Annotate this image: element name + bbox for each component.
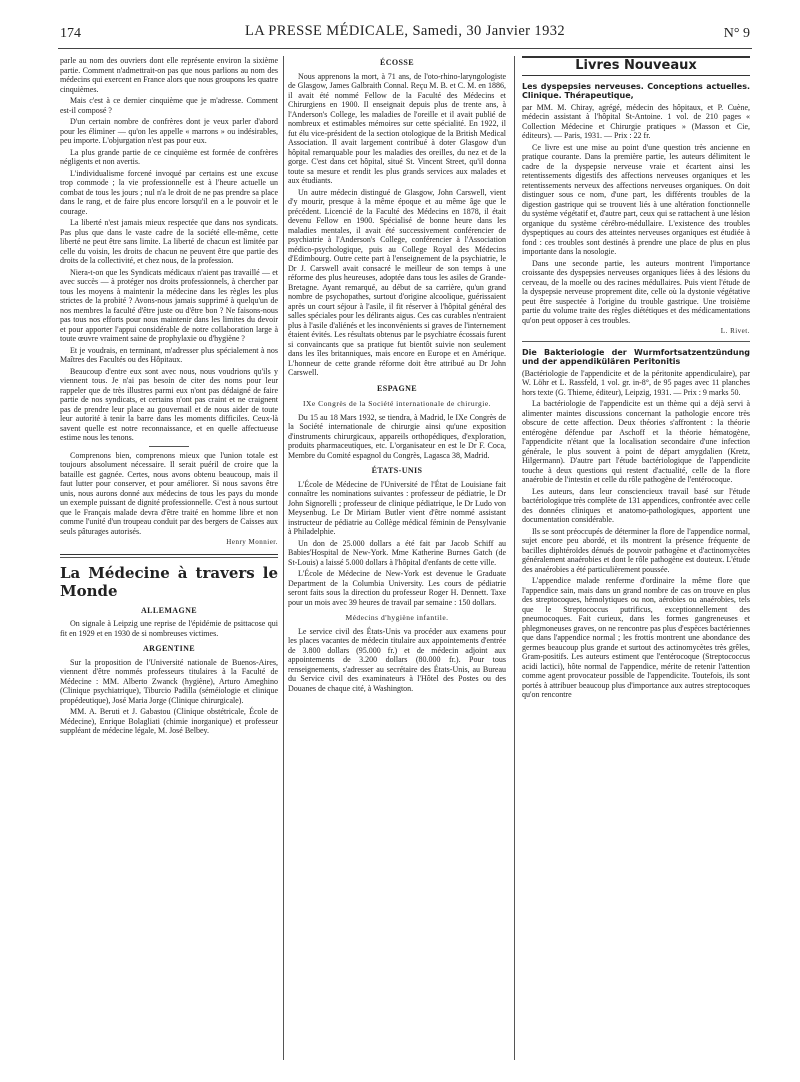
country-heading: ESPAGNE xyxy=(377,383,417,393)
paragraph: On signale à Leipzig une reprise de l'épidémie de psittacose qui fit en 1929 et en 1930 de si nombreuses victimes. xyxy=(60,619,278,638)
paragraph: MM. A. Beruti et J. Gabastou (Clinique obstétricale, École de Médecine), Enrique Bolagliati (chimie inorganique) et professeur suppléant de médecine légale, M. José Belbey. xyxy=(60,707,278,735)
column-divider-1 xyxy=(283,56,284,1060)
paragraph: L'appendice malade renferme d'ordinaire la même flore que l'appendice sain, mais dans un grand nombre de cas on trouve en plus des streptocoques, hémolytiques ou non, aérobies ou anaérobies, tels que le Streptococcus putrificus, exceptionnellement des pneumocoques. Fait curieux, dans les formes gangreneuses et phlegmoneuses graves, on ne rencontre pas plus d'espèces bactériennes que dans l'appendice normal ; les frottis montrent une abondance des germes beaucoup plus grande et surtout des actinomycètes très grêles, Gram-positifs. Les auteurs estiment que l'entérocoque (Streptococcus acidi lactici), hôte normal de l'appendice, mérite de retenir l'attention comme agent provocateur possible de l'appendicite. Toutefois, ils sont portés à attribuer beaucoup plus d'importance aux autres streptocoques qu'on rencontre xyxy=(522,576,750,699)
issue-number: N° 9 xyxy=(723,26,750,41)
paragraph: Dans une seconde partie, les auteurs montrent l'importance croissante des dyspepsies nerveuses organiques liées à des lésions du cerveau, de la moelle ou des racines médullaires. Puis vient l'étude de la dyspepsie nerveuse proprement dite, celle où la dystonie végétative peut être suspectée à l'origine du trouble gastrique. Une troisième partie du volume traite des règles diététiques et des médicamentations qu'on peut opposer à ces troubles. xyxy=(522,258,750,325)
signature: L. Rivet. xyxy=(720,327,750,335)
country-heading: ÉCOSSE xyxy=(380,58,414,67)
paragraph: Ce livre est une mise au point d'une question très ancienne en pratique courante. Dans la première partie, les auteurs délimitent le cadre de la dyspepsie nerveuse vraie et écartent ainsi les retentissements digestifs des affections nerveuses organiques et les retentissements nerveux des affections nerveuses organiques. On doit distinguer sous ce nom, d'une part, les différents troubles de la digestion gastrique qui se trouvent liés à une altération fonctionnelle du système végétatif et, d'autre part, ceux qui se rattachent à une lésion organique du système cérébro-médullaire. L'existence des troubles dyspeptiques au cours des atteintes nerveuses organiques est étudiée à fond : ces troubles sont destinés à prendre une place de plus en plus importante dans la nosologie. xyxy=(522,142,750,256)
section-title: Livres Nouveaux xyxy=(522,56,750,76)
paragraph: Le service civil des États-Unis va procéder aux examens pour les places vacantes de médecin titulaire aux appointements d'entrée de 3.800 dollars (95.000 fr.) et de médecin adjoint aux appointements de 3.200 dollars (80.000 fr.). Pour tous renseignements, s'adresser au secrétaire des États-Unis, au Bureau du Service civil des examinateurs à l'Hôtel des Postes ou des Douanes de chaque cité, à Washington. xyxy=(288,626,506,693)
section-rule xyxy=(60,554,278,555)
section-rule xyxy=(522,341,750,342)
page-number: 174 xyxy=(60,26,81,41)
page-header xyxy=(60,20,750,50)
paragraph: Nous apprenons la mort, à 71 ans, de l'oto-rhino-laryngologiste de Glasgow, James Galbraith Connal. Reçu M. B. et C. M. en 1886, il avait été nommé Fellow de la Faculté des Médecins et Chirurgiens en 1900. Il enseignait depuis plus de trente ans, à l'Anderson's College, les maladies de l'oreille et il avait publié de nombreux et estimables mémoires sur cette spécialité. En 1922, il fut élu vice-président de la section otologique de la British Medical Association. Il avait largement contribué à doter Glasgow d'un hôpital remarquable pour les maladies des oreilles, du nez et de la gorge. C'est dans cet hôpital, situé St. Vincent Street, qu'il donna toute sa mesure et rendit les plus grands services aux malades et aux étudiants. xyxy=(288,71,506,185)
column-1 xyxy=(60,56,278,738)
paragraph: Les auteurs, dans leur consciencieux travail basé sur l'étude bactériologique très complète de 131 appendices, confrontée avec celle des données cliniques et anatomo-pathologiques, apportent une documentation considérable. xyxy=(522,486,750,524)
paragraph: Beaucoup d'entre eux sont avec nous, nous voudrions qu'ils y viennent tous. Je n'ai pas besoin de citer des noms pour leur rappeler que de très illustres parmi eux n'ont pas dédaigné de faire partie de nos syndicats, et certains n'ont pas craint et ne craignent pas de prendre leur place au gouvernail et de nous aider de toute leur autorité à tenir la barre dans les moments difficiles. Ceux-là savent quelle est notre reconnaissance, et en quelle affectueuse estime nous les tenons. xyxy=(60,366,278,442)
paragraph: Et je voudrais, en terminant, m'adresser plus spécialement à nos Maîtres des Facultés ou des Hôpitaux. xyxy=(60,345,278,364)
column-divider-2 xyxy=(514,56,515,1060)
paragraph: parle au nom des ouvriers dont elle représente environ la sixième partie. Comment n'admettrait-on pas que nous parlions au nom des médecins qui exercent en France alors que nous groupons les quatre cinquièmes. xyxy=(60,56,278,94)
paragraph: D'un certain nombre de confrères dont je veux parler d'abord pour les éliminer — qu'on les appelle « marrons » ou indésirables, peu importe. L'objurgation n'est pas pour eux. xyxy=(60,117,278,145)
country-heading: ARGENTINE xyxy=(142,644,196,653)
paragraph: La plus grande partie de ce cinquième est formée de confrères négligents et non avertis. xyxy=(60,147,278,166)
subheading: IXe Congrès de la Société internationale de chirurgie. xyxy=(302,399,492,408)
separator xyxy=(149,446,189,447)
column-2 xyxy=(288,56,506,695)
paragraph: Comprenons bien, comprenons mieux que l'union totale est toujours absolument nécessaire. Il serait puéril de croire que la bataille est gagnée. Certes, nous avons obtenu beaucoup, mais il faut lutter pour conserver, et pour améliorer. Si nous savons être unis, nous aurons donné aux médecins de tous les pays du monde un exemple puissant de dignité professionnelle. C'est à nous surtout que le Français malade devra d'être traité en homme libre et non comme l'unité d'un troupeau conduit par des bergers de Caisses aux seuls pâturages autorisés. xyxy=(60,450,278,536)
paragraph: Mais c'est à ce dernier cinquième que je m'adresse. Comment est-il composé ? xyxy=(60,96,278,115)
section-rule xyxy=(60,557,278,558)
book-title: Les dyspepsies nerveuses. Conceptions actuelles. Clinique. Thérapeutique, xyxy=(522,81,750,100)
country-heading: ALLEMAGNE xyxy=(140,605,198,615)
paragraph: Sur la proposition de l'Université nationale de Buenos-Aires, viennent d'être nommés professeurs titulaires à la Faculté de Médecine : MM. Alberto Zwanck (hygiène), Arturo Ameghino (Clinique psychiatrique), Tiburcio Padilla (séméiologie et clinique propédeutique), José Maria Jorge (Clinique chirurgicale). xyxy=(60,657,278,705)
paragraph: L'École de Médecine de New-York est devenue le Graduate Department de la Columbia University. Les cours de pédiatrie seront faits sous la direction du professeur Roger H. Dennett. Taxe pour un mois avec 39 heures de travail par semaine : 150 dollars. xyxy=(288,569,506,607)
paragraph: La bactériologie de l'appendicite est un thème qui a déjà servi à alimenter maintes discussions concernant la pathologie encore très obscure de cette affection. Deux théories s'affrontent : la théorie entérogène défendue par Aschoff et la théorie hématogène, l'appendicite n'étant que la localisation secondaire d'une infection générale, le plus souvent à point de départ amygdalien (Kretz, Hilgermann). D'autre part l'étude bactériologique de l'appendicite touche à deux questions qui restent d'actualité, celle de la flore anaérobie de l'intestin et celle du rôle pathogène de l'entérocoque. xyxy=(522,399,750,484)
book-reference: (Bactériologie de l'appendicite et de la péritonite appendiculaire), par W. Löhr et L. Rassfeld, 1 vol. gr. in-8°, de 95 pages avec 11 planches hors texte (G. Thieme, éditeur), Leipzig, 1931. — Prix : 9 marks 50. xyxy=(522,368,750,397)
signature: Henry Monnier. xyxy=(226,538,278,546)
journal-title: LA PRESSE MÉDICALE, Samedi, 30 Janvier 1932 xyxy=(244,23,566,39)
paragraph: Ils se sont préoccupés de déterminer la flore de l'appendice normal, sujet encore peu abordé, et ils montrent la présence fréquente de bacilles diphtéroïdes dénués de pouvoir pathogène et d'actinomycètes généralement anaérobies et dont le rôle pathogène est douteux. L'étude des anaérobies a été particulièrement poussée. xyxy=(522,526,750,574)
subheading: Médecins d'hygiène infantile. xyxy=(345,613,449,622)
paragraph: Un autre médecin distingué de Glasgow, John Carswell, vient d'y mourir, presque à la même époque et au même âge que le précédent. Licencié de la Faculté des Médecins en 1878, il était devenu Fellow en 1900. Spécialisé de bonne heure dans les maladies mentales, il avait été successivement conférencier de psychiatrie à l'Anderson's College, conférencier à l'Association médico-psychologique, puis au College Royal des Médecins d'Edimbourg. Outre cette part à l'enseignement de la psychiatrie, le Dr J. Carswell avait consacré le meilleur de son temps à une réforme des plus heureuses, adoptée dans tous les asiles de Grande-Bretagne. Ayant remarqué, au début de sa carrière, qu'un grand nombre de psychopathes, surtout d'origine alcoolique, guérissaient après un court séjour à l'asile, il fit réserver à l'hôpital général des salles spéciales pour les délirants aigus. Ces cas curables n'entraient plus à l'asile d'aliénés et les inconvénients si graves de l'internement étaient évités. Les résultats obtenus par le psychiatre écossais furent si convaincants que sa pratique fut bientôt suivie non seulement dans les îles britanniques, mais encore en Europe et en Amérique. L'honneur de cette grande réforme doit être attribué au Dr John Carswell. xyxy=(288,187,506,377)
paragraph: Du 15 au 18 Mars 1932, se tiendra, à Madrid, le IXe Congrès de la Société internationale de chirurgie ainsi qu'une exposition d'instruments chirurgicaux, appareils orthopédiques, d'exploration, produits pharmaceutiques, etc. L'organisateur en est le Dr F. Coca, Membre du Comité espagnol du Congrès, Lagasca 38, Madrid. xyxy=(288,412,506,460)
country-heading: ÉTATS-UNIS xyxy=(371,466,423,475)
paragraph: Niera-t-on que les Syndicats médicaux n'aient pas travaillé — et avec succès — à protéger nos droits professionnels, à chercher par tous les moyens à maintenir la médecine dans les règles les plus strictes de la probité ? Avons-nous jamais supprimé à quelqu'un de nos membres la faculté d'être juste ou d'être bon ? Ne faisons-nous pas tous nos efforts pour nous maintenir dans les limites du devoir et pour apporter l'appui considérable de notre collaboration large à toute œuvre vraiment saine de prophylaxie ou d'hygiène ? xyxy=(60,267,278,343)
book-title: Die Bakteriologie der Wurmfortsatzentzündung und der appendikülären Peritonitis xyxy=(522,347,750,366)
paragraph: La liberté n'est jamais mieux respectée que dans nos syndicats. Pas plus que dans le vaste cadre de la société elle-même, cette liberté ne peut être sans limite. La liberté de chacun est limitée par celle du voisin, les droits de chacun ne peuvent être que partie des droits de la collectivité, et chez nous, de la profession. xyxy=(60,218,278,265)
book-reference: par MM. M. Chiray, agrégé, médecin des hôpitaux, et P. Cuène, médecin assistant à l'hôpital St-Antoine. 1 vol. de 210 pages « Collection Médecine et Chirurgie pratiques » (Masson et Cie, éditeurs). — Paris, 1931. — Prix : 22 fr. xyxy=(522,102,750,140)
paragraph: L'École de Médecine de l'Université de l'État de Louisiane fait connaître les nominations suivantes : professeur de pédiatrie, le Dr John Signorelli ; professeur de clinique pédiatrique, le Dr Ludo von Meysenbug. Le Dr Miriam Butler vient d'être nommé assistant instructeur de pédiatrie au Collège médical féminin de Pensylvanie à Philadelphie. xyxy=(288,479,506,536)
paragraph: Un don de 25.000 dollars a été fait par Jacob Schiff au Babies'Hospital de New-York. Mme Katherine Burnes Gatch (de St-Louis) a laissé 5.000 dollars à l'hôpital d'enfants de cette ville. xyxy=(288,538,506,567)
section-title: La Médecine à travers le Monde xyxy=(60,563,278,600)
paragraph: L'individualisme forcené invoqué par certains est une excuse trop commode ; la vie professionnelle est à l'heure actuelle un combat de tous les jours ; nul n'a le droit de ne pas prendre sa place dans le rang, et de faire plus encore lorsqu'il en a le pouvoir et le courage. xyxy=(60,168,278,216)
column-3 xyxy=(522,56,750,702)
header-rule xyxy=(58,48,752,49)
